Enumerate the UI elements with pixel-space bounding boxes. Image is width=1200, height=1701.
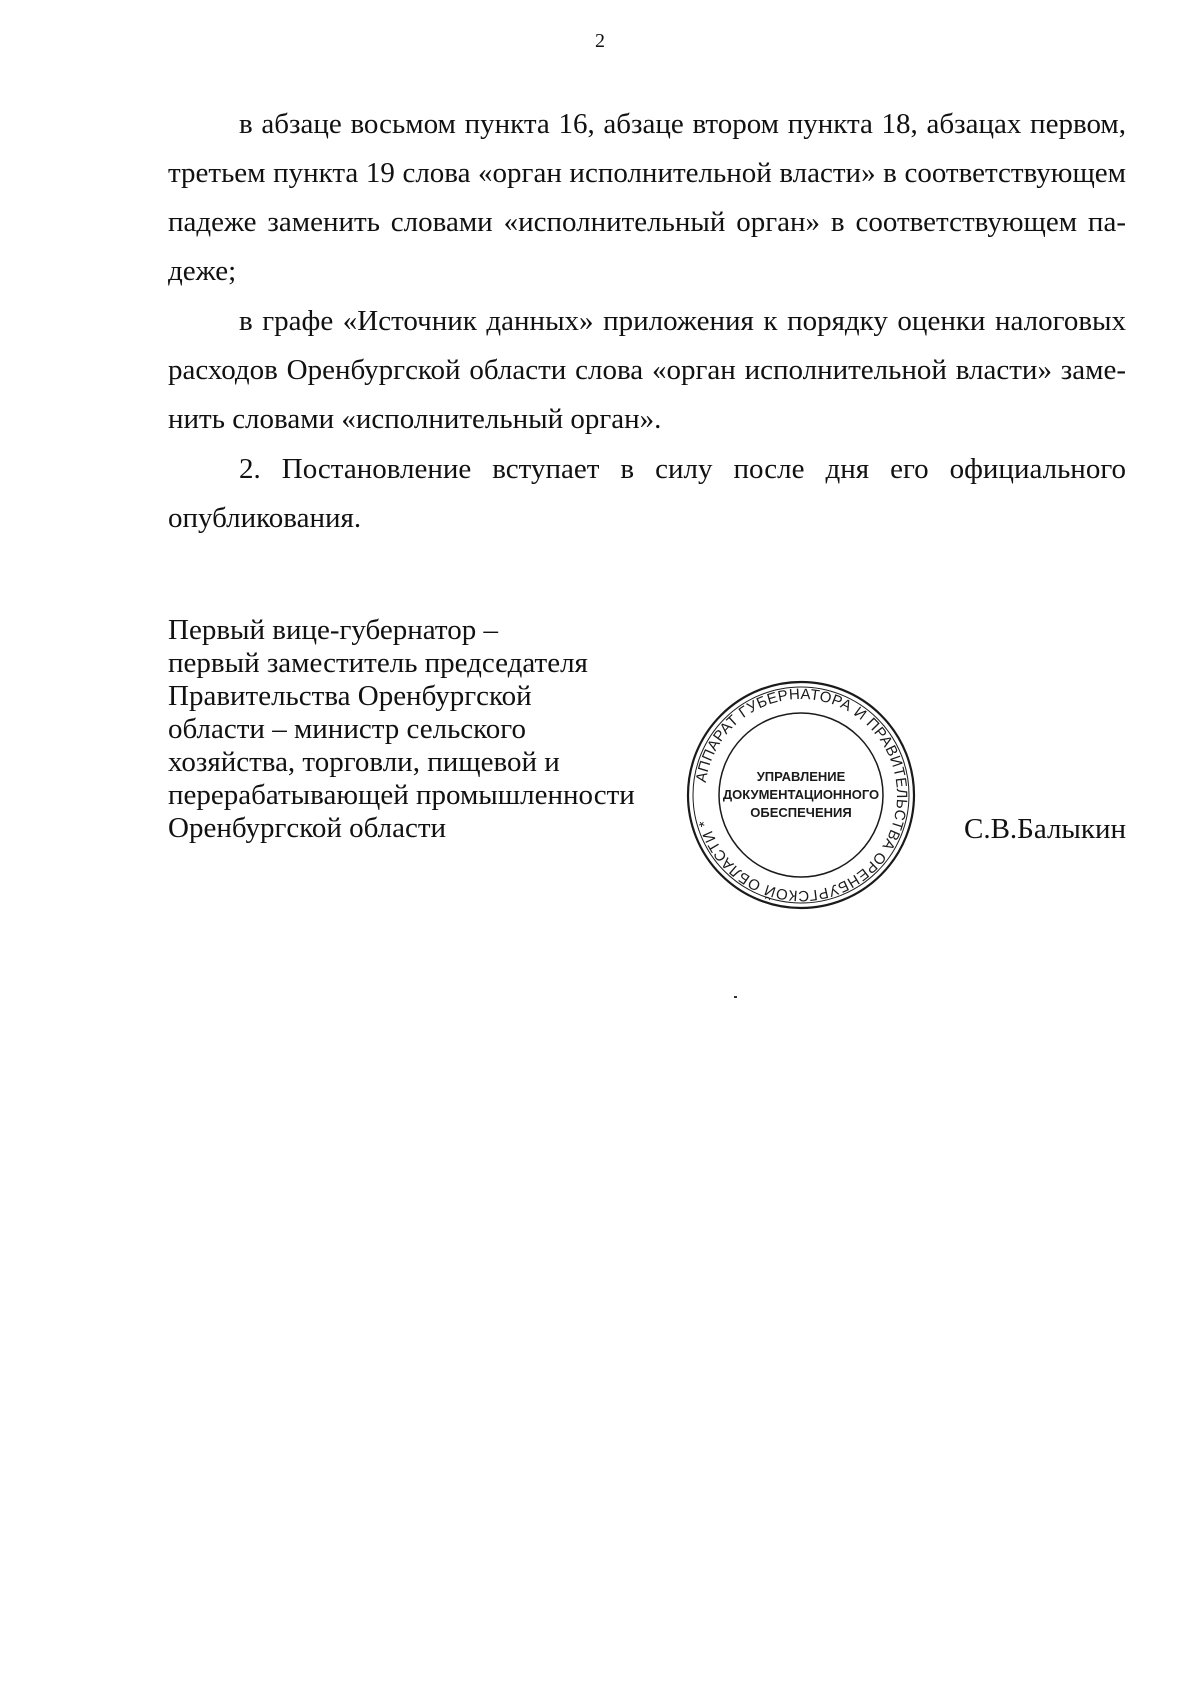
signatory-line: Первый вице-губернатор – [168, 614, 498, 646]
scan-speck [734, 996, 737, 998]
paragraph-effective-date: 2. Постановление вступает в силу после дня его официального опубликования. [168, 453, 1126, 534]
seal-graphic [681, 675, 921, 915]
signatory-line: перерабатывающей промышленности [168, 779, 635, 811]
seal-ring-textpath: АППАРАТ ГУБЕРНАТОРА И ПРАВИТЕЛЬСТВА ОРЕНБУРГСКОЙ ОБЛАСТИ * [692, 685, 911, 905]
signatory-line: области – министр сельского [168, 713, 526, 745]
signer-name: С.В.Балыкин [964, 813, 1127, 845]
paragraph-amendment-2: в графе «Источник данных» приложения к порядку оценки налоговых расходов Оренбургской области слова «орган исполнительной власти» заменить словами «исполнительный орган». [168, 305, 1126, 435]
signatory-line: первый заместитель председателя [168, 647, 588, 679]
seal-center-line-1: УПРАВЛЕНИЕ [756, 769, 846, 784]
official-seal-stamp [681, 675, 921, 915]
signatory-line: хозяйства, торговли, пищевой и [168, 746, 560, 778]
document-body [168, 100, 1126, 544]
paragraph-amendment-1: в абзаце восьмом пункта 16, абзаце втором пункта 18, абзацах первом, третьем пункта 19 слова «орган исполнительной власти» в соответствующем падеже заменить словами «исполнительный орган» в соответствующем падеже; [168, 108, 1126, 287]
signatory-line: Правительства Оренбургской [168, 680, 532, 712]
signatory-title [168, 614, 688, 845]
signatory-line: Оренбургской области [168, 812, 447, 844]
page-number: 2 [595, 30, 605, 52]
seal-center-line-3: ОБЕСПЕЧЕНИЯ [750, 805, 852, 820]
seal-center-line-2: ДОКУМЕНТАЦИОННОГО [722, 787, 880, 802]
